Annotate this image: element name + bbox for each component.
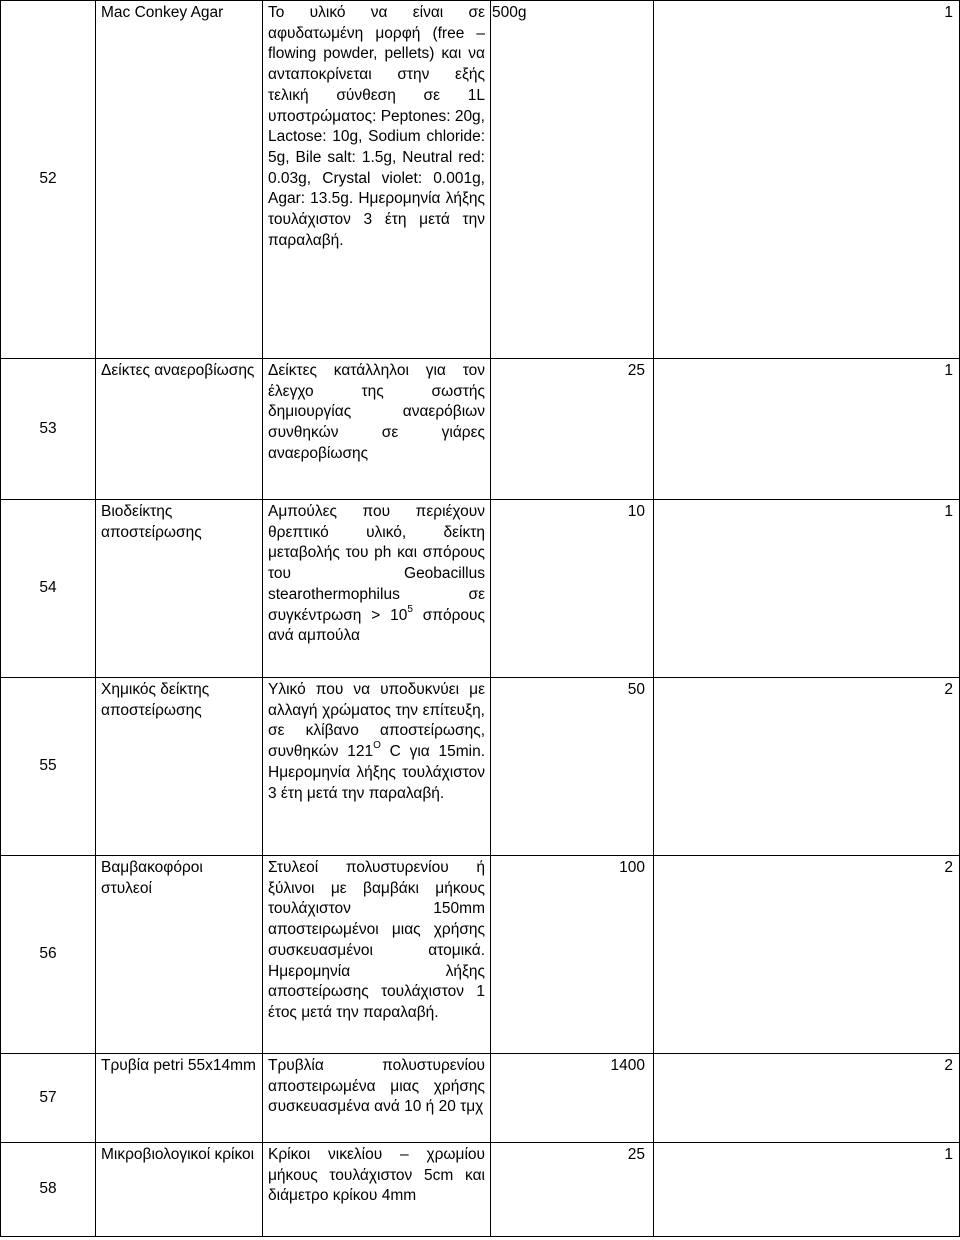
description-text: Αμπούλες που περιέχουν θρεπτικό υλικό, δείκτη μεταβολής του ph και σπόρους του Geobacillus stearothermophilus σε συγκέντρωση > 10: [268, 503, 485, 624]
item-name: Μικροβιολογικοί κρίκοι: [96, 1143, 263, 1237]
item-name: Δείκτες αναεροβίωσης: [96, 359, 263, 500]
item-description: Δείκτες κατάλληλοι για τον έλεγχο της σωστής δημιουργίας αναερόβιων συνθηκών σε γιάρες αναεροβίωσης: [263, 359, 491, 500]
item-name: Βαμβακοφόροι στυλεοί: [96, 856, 263, 1054]
item-count: 2: [654, 856, 960, 1054]
item-quantity: 1400: [491, 1054, 654, 1143]
table-row: [1, 678, 960, 856]
item-name: Βιοδείκτης αποστείρωσης: [96, 500, 263, 678]
item-number: 52: [1, 1, 96, 359]
item-quantity: 25: [491, 359, 654, 500]
item-name: Mac Conkey Agar: [96, 1, 263, 359]
table-row: [1, 359, 960, 500]
item-count: 2: [654, 678, 960, 856]
item-number: 56: [1, 856, 96, 1054]
item-name: Χημικός δείκτης αποστείρωσης: [96, 678, 263, 856]
table-row: [1, 1, 960, 359]
item-count: 1: [654, 500, 960, 678]
item-count: 1: [654, 1, 960, 359]
item-name: Τρυβία petri 55x14mm: [96, 1054, 263, 1143]
item-description: [263, 500, 491, 678]
table-row: [1, 500, 960, 678]
table-row: [1, 856, 960, 1054]
item-quantity: 500g: [491, 1, 654, 359]
item-description: Κρίκοι νικελίου – χρωμίου μήκους τουλάχιστον 5cm και διάμετρο κρίκου 4mm: [263, 1143, 491, 1237]
item-count: 1: [654, 1143, 960, 1237]
table-row: [1, 1054, 960, 1143]
item-description: Το υλικό να είναι σε αφυδατωμένη μορφή (free – flowing powder, pellets) και να ανταποκρίνεται στην εξής τελική σύνθεση σε 1L υποστρώματος: Peptones: 20g, Lactose: 10g, Sodium chloride: 5g, Bile salt: 1.5g, Neutral red: 0.03g, Crystal violet: 0.001g, Agar: 13.5g. Ημερομηνία λήξης τουλάχιστον 3 έτη μετά την παραλαβή.: [263, 1, 491, 359]
table-row: [1, 1143, 960, 1237]
item-quantity: 100: [491, 856, 654, 1054]
item-number: 53: [1, 359, 96, 500]
item-number: 54: [1, 500, 96, 678]
item-number: 55: [1, 678, 96, 856]
item-description: Στυλεοί πολυστυρενίου ή ξύλινοι με βαμβάκι μήκους τουλάχιστον 150mm αποστειρωμένοι μιας χρήσης συσκευασμένοι ατομικά. Ημερομηνία λήξης αποστείρωσης τουλάχιστον 1 έτος μετά την παραλαβή.: [263, 856, 491, 1054]
item-quantity: 50: [491, 678, 654, 856]
item-count: 2: [654, 1054, 960, 1143]
description-text: σπόρους ανά αμπούλα: [268, 606, 485, 645]
item-number: 57: [1, 1054, 96, 1143]
item-description: Τρυβλία πολυστυρενίου αποστειρωμένα μιας χρήσης συσκευασμένα ανά 10 ή 20 τμχ: [263, 1054, 491, 1143]
item-quantity: 25: [491, 1143, 654, 1237]
item-description: [263, 678, 491, 856]
degree-superscript: O: [373, 740, 381, 752]
exponent: 5: [407, 603, 413, 615]
item-count: 1: [654, 359, 960, 500]
description-text: Υλικό που να υποδυκνύει με αλλαγή χρώματος την επίτευξη, σε κλίβανο αποστείρωσης, συνθηκών 121: [268, 681, 485, 761]
description-text: C για 15min. Ημερομηνία λήξης τουλάχιστον 3 έτη μετά την παραλαβή.: [268, 743, 485, 802]
item-number: 58: [1, 1143, 96, 1237]
item-quantity: 10: [491, 500, 654, 678]
